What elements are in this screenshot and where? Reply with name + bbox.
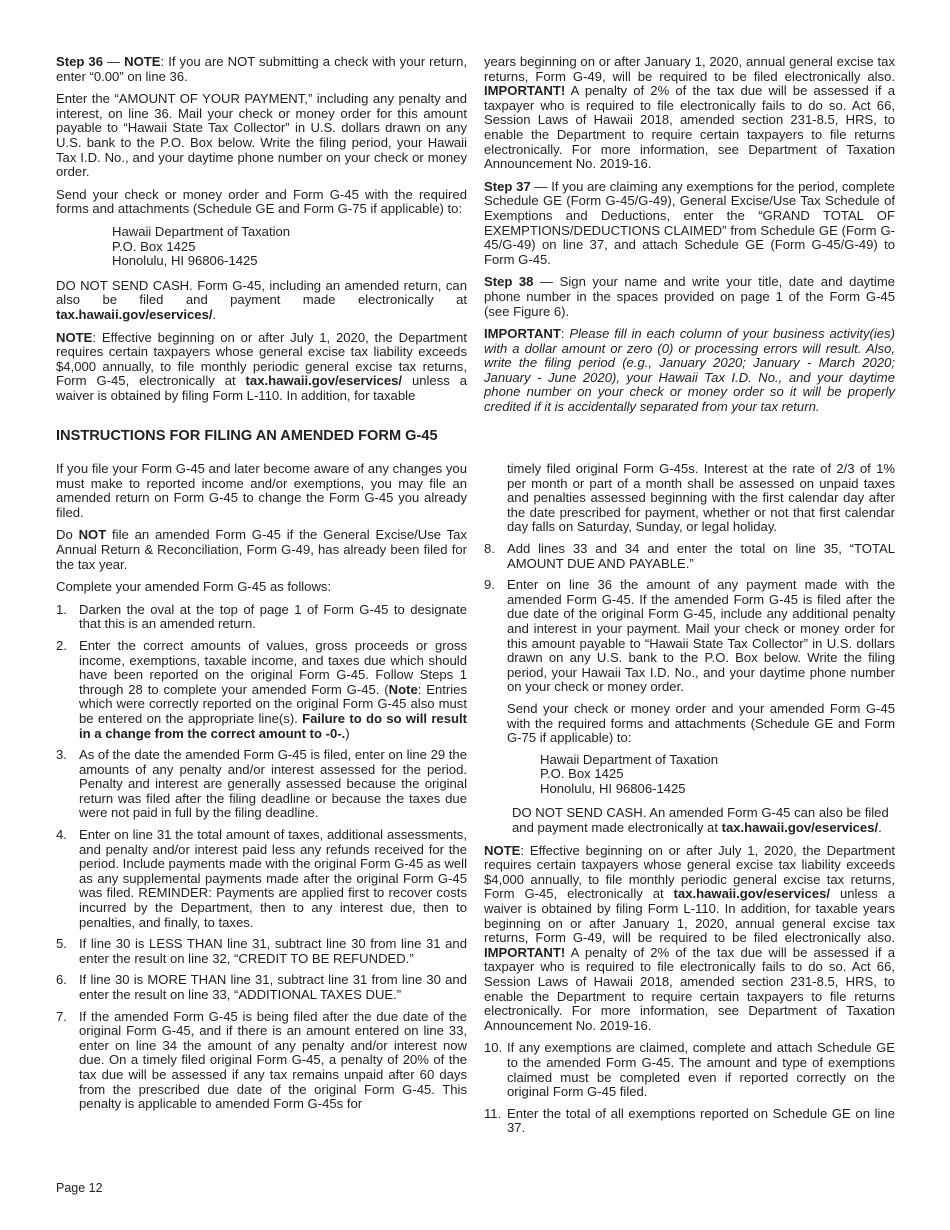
item-text: If line 30 is LESS THAN line 31, subtract line 30 from line 31 and enter the result on line 32, “CREDIT TO BE REFUNDED.” bbox=[79, 936, 467, 966]
no-cash-paragraph bbox=[56, 279, 467, 323]
eservices-link[interactable]: tax.hawaii.gov/eservices/ bbox=[673, 886, 831, 902]
list-item bbox=[56, 828, 467, 930]
note-label: NOTE bbox=[484, 842, 521, 858]
note-label: NOTE bbox=[56, 329, 93, 345]
important-label: IMPORTANT! bbox=[484, 83, 566, 99]
step-37-text: — If you are claiming any exemptions for the period, complete Schedule GE (Form G-45/G-49), General Excise/Use Tax Schedule of Exemptions and Deductions, enter the “GRAND TOTAL OF EXEMPTIONS/DEDUCTIONS CLAIMED” from Schedule GE (Form G-45/G-49) on line 37, and attach Schedule GE (Form G-45/G-49) to Form G-45. bbox=[484, 178, 895, 267]
eservices-link[interactable]: tax.hawaii.gov/eservices/ bbox=[245, 373, 403, 389]
item-text: Darken the oval at the top of page 1 of Form G-45 to designate that this is an amended return. bbox=[79, 601, 467, 632]
amended-steps-list-final bbox=[484, 1041, 895, 1136]
note-text: unless a waiver is obtained by filing Form L-110. In addition, for taxable bbox=[56, 373, 467, 403]
eservices-link[interactable]: tax.hawaii.gov/eservices/ bbox=[56, 306, 213, 322]
send-payment-paragraph: Send your check or money order and Form G-45 with the required forms and attachments (Schedule GE and Form G-75 if applicable) to: bbox=[56, 186, 467, 217]
address-line: Hawaii Department of Taxation bbox=[112, 223, 291, 239]
note-label: Note bbox=[388, 681, 418, 697]
bottom-left-column bbox=[56, 462, 467, 1119]
do-not-text: file an amended Form G-45 if the General Excise/Use Tax Annual Return & Reconciliation, Form G-49, has already been filed for the tax year. bbox=[56, 527, 467, 572]
payment-amount-paragraph: Enter the “AMOUNT OF YOUR PAYMENT,” including any penalty and interest, on line 36. Mail your check or money order for this amount payable to “Hawaii State Tax Collector” in U.S. dollars drawn on any U.S. bank to the P.O. Box below. Write the filing period, your Hawaii Tax I.D. No., and your daytime phone number on your check or money order. bbox=[56, 91, 467, 180]
step-36-label: Step 36 bbox=[56, 54, 103, 69]
step-38-text: — Sign your name and write your title, date and daytime phone number in the spaces provided on page 1 of the Form G-45 (see Figure 6). bbox=[484, 274, 896, 319]
item-text: ) bbox=[345, 725, 350, 741]
note-text: unless a waiver is obtained by filing Form L-110. In addition, for taxable years beginning on or after January 1, 2020, annual general excise tax returns, Form G-49, will be required to be filed electronically also. bbox=[484, 886, 895, 946]
item-number: 5. bbox=[56, 936, 67, 952]
item-text: Enter on line 31 the total amount of taxes, additional assessments, and penalty and/or interest paid less any refunds received for the period. Include payments made with the original Form G-45 as well as any supplemental payments made after the original Form G-45 was filed. REMINDER: Payments are applied first to recover costs incurred by the Department, then to any interest due, then to penalties, and finally, to taxes. bbox=[79, 827, 467, 930]
note-text: A penalty of 2% of the tax due will be assessed if a taxpayer who is required to file electronically fails to do so. Act 66, Session Laws of Hawaii 2018, amended section 231-8.5, HRS, to enable the Department to require certain taxpayers to file returns electronically. For more information, see Department of Taxation Announcement No. 2019-16. bbox=[484, 944, 895, 1033]
bottom-right-column bbox=[484, 462, 895, 1143]
note-paragraph bbox=[484, 844, 895, 1034]
step-37-paragraph bbox=[484, 180, 895, 268]
period: . bbox=[878, 820, 882, 836]
address-line: P.O. Box 1425 bbox=[112, 238, 196, 254]
item-text: : Entries which were correctly reported on the original Form G-45 also must be entered on the appropriate line(s). bbox=[79, 681, 467, 726]
list-item bbox=[484, 542, 895, 571]
address-line: Honolulu, HI 96806-1425 bbox=[540, 780, 686, 796]
item-text: If line 30 is MORE THAN line 31, subtract line 31 from line 30 and enter the result on line 33, “ADDITIONAL TAXES DUE.” bbox=[79, 972, 467, 1002]
step-36-paragraph bbox=[56, 55, 467, 84]
item-text: Enter the total of all exemptions reported on Schedule GE on line 37. bbox=[507, 1105, 895, 1136]
item-number: 9. bbox=[484, 577, 495, 593]
amended-form-heading: INSTRUCTIONS FOR FILING AN AMENDED FORM G-45 bbox=[56, 428, 438, 444]
step-38-paragraph bbox=[484, 275, 895, 319]
item-7-continuation: timely filed original Form G-45s. Interest at the rate of 2/3 of 1% per month or part of a month shall be assessed on unpaid taxes and penalties assessed beginning with the first calendar day after the date prescribed for payment, whether or not that first calendar day falls on Saturday, Sunday, or legal holiday. bbox=[507, 461, 895, 535]
item-text: Enter the correct amounts of values, gross proceeds or gross income, exemptions, taxable income, and taxes due which should have been reported on the original Form G-45. Follow Steps 1 through 28 to complete your amended Form G-45. ( bbox=[79, 637, 467, 697]
list-item bbox=[56, 639, 467, 741]
warning-text: Failure to do so will result in a change from the correct amount to -0-. bbox=[79, 710, 467, 741]
note-text: A penalty of 2% of the tax due will be assessed if a taxpayer who is required to file electronically fails to do so. Act 66, Session Laws of Hawaii 2018, amended section 231-8.5, HRS, to enable the Department to require certain taxpayers to file returns electronically. For more information, see Department of Taxation Announcement No. 2019-16. bbox=[484, 83, 895, 172]
item-number: 1. bbox=[56, 601, 67, 617]
list-item bbox=[56, 937, 467, 966]
complete-as-follows: Complete your amended Form G-45 as follows: bbox=[56, 579, 332, 595]
item-number: 6. bbox=[56, 972, 67, 988]
mailing-address bbox=[540, 753, 895, 797]
note-paragraph bbox=[56, 331, 467, 404]
page-number: Page 12 bbox=[56, 1181, 103, 1195]
item-number: 3. bbox=[56, 747, 67, 763]
address-line: P.O. Box 1425 bbox=[540, 766, 624, 782]
do-not-file-paragraph bbox=[56, 528, 467, 572]
important-text: Please fill in each column of your business activity(ies) with a dollar amount or zero (0) or processing errors will result. Also, write the filing period (e.g., January 2020; January - March 2020; January - June 2020), your Hawaii Tax I.D. No., and your daytime phone number on your check or money order so it will be properly credited if it is accidentally separated from your tax return. bbox=[484, 326, 895, 415]
colon: : bbox=[560, 326, 570, 342]
amended-intro-paragraph: If you file your Form G-45 and later become aware of any changes you must make to reported income and/or exemptions, you may file an amended return on Form G-45 to change the Form G-45 you already filed. bbox=[56, 461, 467, 520]
list-item bbox=[56, 1010, 467, 1112]
no-cash-paragraph bbox=[484, 806, 895, 835]
item-number: 4. bbox=[56, 827, 67, 843]
mailing-address bbox=[112, 225, 467, 269]
note-text: years beginning on or after January 1, 2020, annual general excise tax returns, Form G-49, will be required to be filed electronically also. bbox=[484, 54, 895, 84]
important-label: IMPORTANT bbox=[484, 326, 561, 342]
step-37-label: Step 37 bbox=[484, 178, 531, 194]
address-line: Hawaii Department of Taxation bbox=[540, 751, 719, 767]
no-cash-text: DO NOT SEND CASH. An amended Form G-45 can also be filed and payment made electronically at bbox=[512, 805, 889, 836]
eservices-link[interactable]: tax.hawaii.gov/eservices/ bbox=[721, 820, 879, 836]
note-label: NOTE bbox=[124, 54, 161, 69]
do-text: Do bbox=[56, 527, 79, 543]
important-paragraph bbox=[484, 327, 895, 415]
amended-steps-list-continued bbox=[484, 542, 895, 695]
not-label: NOT bbox=[78, 527, 107, 543]
item-number: 8. bbox=[484, 540, 495, 556]
note-text: : Effective beginning on or after July 1, 2020, the Department requires certain taxpayers whose general excise tax liability exceeds $4,000 annually, to file monthly periodic general excise tax returns, Form G-45, electronically at bbox=[484, 842, 895, 902]
no-cash-text: DO NOT SEND CASH. Form G-45, including an amended return, can also be filed and payment made electronically at bbox=[56, 277, 467, 308]
note-continuation-paragraph bbox=[484, 55, 895, 172]
item-text: As of the date the amended Form G-45 is filed, enter on line 29 the amounts of any penalty and/or interest assessed for the period. Penalty and interest are generally assessed because the original return was filed after the filing deadline or because the taxes due were not paid in full by the filing deadline. bbox=[79, 747, 467, 821]
important-label: IMPORTANT! bbox=[484, 944, 566, 960]
list-item bbox=[484, 1107, 895, 1136]
step-36-text: : If you are NOT submitting a check with your return, enter “0.00” on line 36. bbox=[56, 54, 468, 84]
item-number: 2. bbox=[56, 637, 67, 653]
list-item bbox=[56, 748, 467, 821]
list-item bbox=[56, 973, 467, 1002]
item-text: If the amended Form G-45 is being filed after the due date of the original Form G-45, and if there is an amount entered on line 33, enter on line 34 the amount of any penalty and/or interest now due. On a timely filed original Form G-45, a penalty of 20% of the tax due will be assessed if any tax remains unpaid after 60 days from the prescribed due date of the original Form G-45. This penalty is applicable to amended Form G-45s for bbox=[79, 1008, 467, 1112]
top-right-column bbox=[484, 55, 895, 423]
item-number: 7. bbox=[56, 1008, 67, 1024]
item-number: 10. bbox=[484, 1040, 503, 1056]
note-text: : Effective beginning on or after July 1, 2020, the Department requires certain taxpayers whose general excise tax liability exceeds $4,000 annually, to file monthly periodic general excise tax returns, Form G-45, electronically at bbox=[56, 329, 467, 389]
item-9-send-paragraph: Send your check or money order and your amended Form G-45 with the required forms and attachments (Schedule GE and Form G-75 if applicable) to: bbox=[507, 700, 895, 746]
list-item bbox=[484, 578, 895, 695]
address-line: Honolulu, HI 96806-1425 bbox=[112, 253, 258, 269]
list-item bbox=[484, 1041, 895, 1099]
step-38-label: Step 38 bbox=[484, 274, 534, 290]
period: . bbox=[212, 306, 217, 322]
item-text: Enter on line 36 the amount of any payment made with the amended Form G-45. If the amended Form G-45 is filed after the due date of the original Form G-45, include any additional penalty and interest in your payment. Mail your check or money order for this amount payable to “Hawaii State Tax Collector” in U.S. dollars drawn on any U.S. bank to the P.O. Box below. Write the filing period, your Hawaii Tax I.D. No., and your daytime phone number on your check or money order. bbox=[507, 577, 895, 695]
list-item bbox=[56, 603, 467, 632]
amended-steps-list bbox=[56, 603, 467, 1112]
item-number: 11. bbox=[484, 1105, 502, 1121]
item-text: If any exemptions are claimed, complete and attach Schedule GE to the amended Form G-45. The amount and type of exemptions claimed must be completed even if reported correctly on the original Form G-45 filed. bbox=[507, 1040, 895, 1100]
dash: — bbox=[102, 54, 125, 69]
item-text: Add lines 33 and 34 and enter the total on line 35, “TOTAL AMOUNT DUE AND PAYABLE.” bbox=[507, 540, 895, 571]
top-left-column bbox=[56, 55, 467, 411]
